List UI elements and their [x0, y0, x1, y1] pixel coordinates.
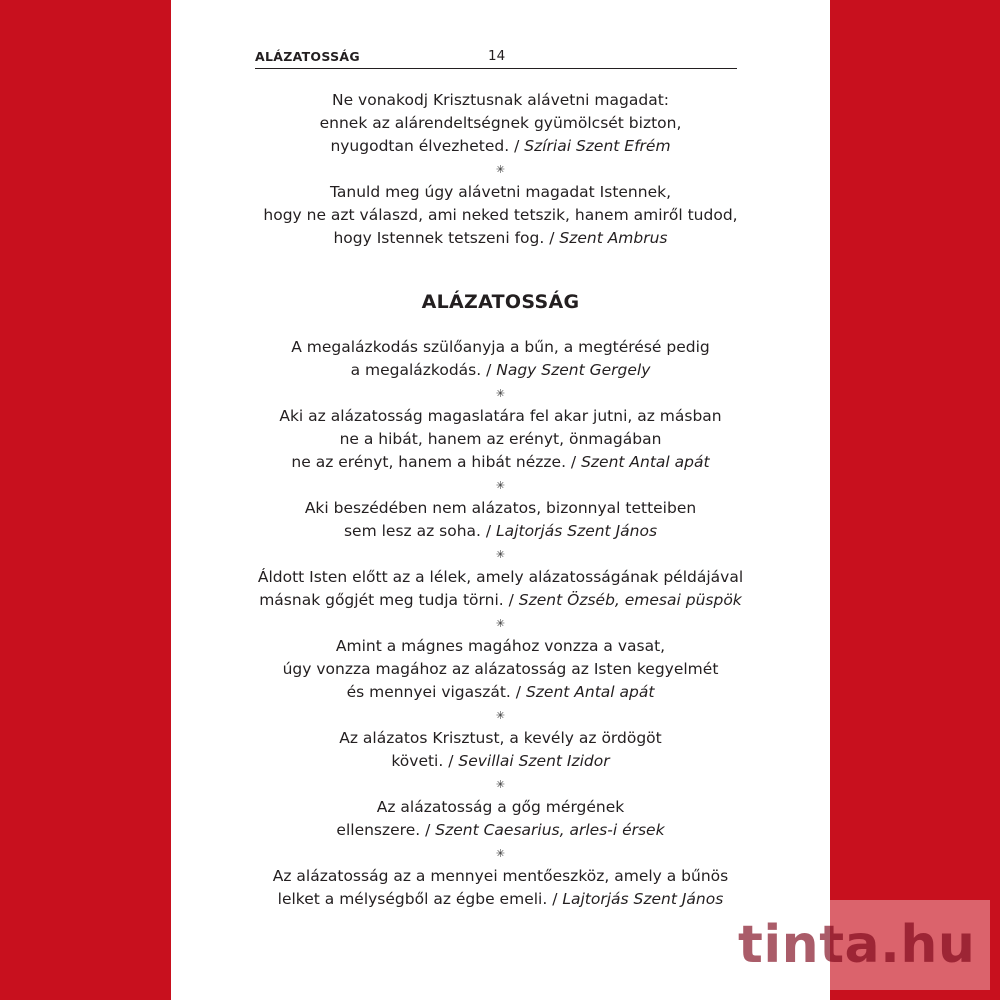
- quote-text: ne a hibát, hanem az erényt, önmagában: [339, 430, 662, 448]
- quote-author: Sevillai Szent Izidor: [458, 752, 610, 770]
- quote-block: [171, 796, 830, 842]
- quote-line: [171, 336, 830, 359]
- quote-block: [171, 405, 830, 474]
- quote-text: hogy ne azt válaszd, ami neked tetszik, hanem amiről tudod,: [263, 206, 738, 224]
- quote-block: [171, 727, 830, 773]
- separator-asterisk: ✳: [495, 847, 506, 860]
- quote-line: [171, 89, 830, 112]
- quote-line: [171, 589, 830, 612]
- page-number: 14: [488, 48, 506, 64]
- quote-text: Aki az alázatosság magaslatára fel akar jutni, az másban: [279, 407, 722, 425]
- quote-block: [171, 89, 830, 158]
- quote-line: [171, 497, 830, 520]
- quote-line: [171, 405, 830, 428]
- watermark-text: tinta.hu: [738, 915, 976, 975]
- quote-line: [171, 520, 830, 543]
- quote-author: Szíriai Szent Efrém: [524, 137, 671, 155]
- quote-line: [171, 865, 830, 888]
- quote-text: A megalázkodás szülőanyja a bűn, a megtérésé pedig: [291, 338, 710, 356]
- quote-author: Lajtorjás Szent János: [562, 890, 724, 908]
- quote-line: [171, 566, 830, 589]
- intro-quotes: [171, 89, 830, 250]
- quote-text: Áldott Isten előtt az a lélek, amely alázatosságának példájával: [257, 568, 744, 586]
- separator-asterisk: ✳: [495, 387, 506, 400]
- quote-line: [171, 681, 830, 704]
- quote-text: ellenszere. /: [336, 821, 436, 839]
- quote-author: Szent Antal apát: [581, 453, 710, 471]
- quote-text: hogy Istennek tetszeni fog. /: [333, 229, 560, 247]
- separator-asterisk: ✳: [495, 709, 506, 722]
- quote-block: [171, 497, 830, 543]
- quote-line: [171, 112, 830, 135]
- quote-text: Ne vonakodj Krisztusnak alávetni magadat:: [332, 91, 669, 109]
- quote-line: [171, 635, 830, 658]
- quote-text: nyugodtan élvezheted. /: [330, 137, 525, 155]
- quote-text: Tanuld meg úgy alávetni magadat Istennek,: [329, 183, 672, 201]
- quote-block: [171, 566, 830, 612]
- quote-author: Szent Antal apát: [525, 683, 655, 701]
- separator-asterisk: ✳: [495, 479, 506, 492]
- quote-text: ennek az alárendeltségnek gyümölcsét bizton,: [319, 114, 682, 132]
- quote-text: Az alázatosság az a mennyei mentőeszköz, amely a bűnös: [272, 867, 729, 885]
- quote-line: [171, 227, 830, 250]
- quote-line: [171, 135, 830, 158]
- section-title: ALÁZATOSSÁG: [421, 291, 580, 313]
- quote-line: [171, 451, 830, 474]
- quote-author: Lajtorjás Szent János: [496, 522, 658, 540]
- quote-text: Aki beszédében nem alázatos, bizonnyal tetteiben: [304, 499, 697, 517]
- quote-text: sem lesz az soha. /: [343, 522, 497, 540]
- quote-text: úgy vonzza magához az alázatosság az Isten kegyelmét: [282, 660, 719, 678]
- quote-line: [171, 796, 830, 819]
- quote-author: Nagy Szent Gergely: [496, 361, 651, 379]
- quote-text: másnak gőgjét meg tudja törni. /: [259, 591, 519, 609]
- separator-asterisk: ✳: [495, 548, 506, 561]
- separator-asterisk: ✳: [495, 617, 506, 630]
- quote-author: Szent Caesarius, arles-i érsek: [435, 821, 665, 839]
- quote-line: [171, 181, 830, 204]
- quote-line: [171, 428, 830, 451]
- running-header: [255, 46, 737, 69]
- quote-text: lelket a mélységből az égbe emeli. /: [277, 890, 563, 908]
- page-content: [171, 89, 830, 911]
- quote-author: Szent Ambrus: [559, 229, 668, 247]
- section-quotes: [171, 336, 830, 911]
- quote-line: [171, 359, 830, 382]
- quote-text: Az alázatosság a gőg mérgének: [376, 798, 625, 816]
- watermark: [726, 900, 990, 990]
- quote-block: [171, 336, 830, 382]
- quote-block: [171, 181, 830, 250]
- quote-line: [171, 727, 830, 750]
- quote-text: és mennyei vigaszát. /: [346, 683, 526, 701]
- quote-text: ne az erényt, hanem a hibát nézze. /: [291, 453, 582, 471]
- quote-line: [171, 658, 830, 681]
- quote-text: Amint a mágnes magához vonzza a vasat,: [335, 637, 666, 655]
- quote-line: [171, 750, 830, 773]
- quote-line: [171, 819, 830, 842]
- quote-text: a megalázkodás. /: [350, 361, 497, 379]
- quote-block: [171, 635, 830, 704]
- separator-asterisk: ✳: [495, 163, 506, 176]
- quote-text: követi. /: [391, 752, 459, 770]
- quote-author: Szent Özséb, emesai püspök: [518, 591, 742, 609]
- quote-line: [171, 204, 830, 227]
- separator-asterisk: ✳: [495, 778, 506, 791]
- header-title: ALÁZATOSSÁG: [255, 49, 360, 64]
- quote-text: Az alázatos Krisztust, a kevély az ördögöt: [339, 729, 662, 747]
